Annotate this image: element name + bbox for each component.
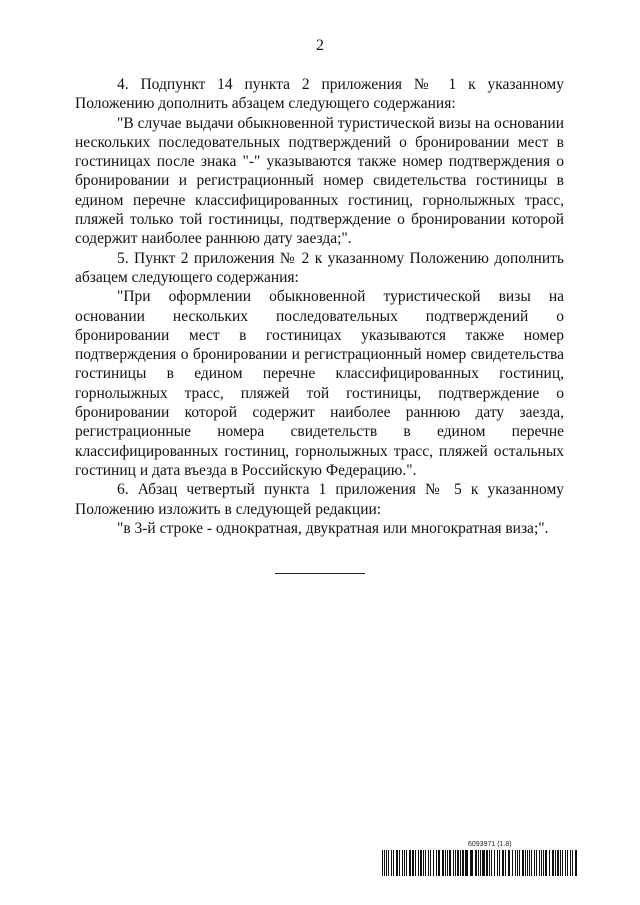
barcode-bar (515, 850, 516, 876)
barcode-bar (572, 850, 573, 876)
barcode-bar (438, 850, 440, 876)
barcode-bar (412, 850, 414, 876)
paragraph-item-4: 4. Подпункт 14 пункта 2 приложения № 1 к указанному Положению дополнить абзацем следующего содержания: (75, 76, 564, 113)
barcode-bar (508, 850, 510, 876)
barcode-bar (499, 850, 500, 876)
barcode-bar (418, 850, 419, 876)
barcode-bar (457, 850, 459, 876)
barcode-bar (529, 850, 530, 876)
barcode-bar (525, 850, 526, 876)
barcode-bar (393, 850, 394, 876)
barcode-bar (478, 850, 479, 876)
barcode-bar (470, 850, 473, 876)
barcode-bar (543, 850, 544, 876)
barcode-bar (502, 850, 504, 876)
barcode-bar (486, 850, 488, 876)
barcode-bar (396, 850, 398, 876)
barcode-bar (552, 850, 554, 876)
barcode-bar (425, 850, 426, 876)
barcode-bar (433, 850, 434, 876)
barcode-bar (482, 850, 485, 876)
barcode-bar (494, 850, 495, 876)
barcode-bar (404, 850, 405, 876)
barcode-bar (560, 850, 561, 876)
barcode-bar (565, 850, 566, 876)
end-separator-line (275, 573, 365, 574)
barcode (382, 850, 580, 876)
barcode-bar (545, 850, 547, 876)
barcode-bar (391, 850, 392, 876)
barcode-bar (399, 850, 400, 876)
barcode-bar (527, 850, 528, 876)
barcode-bar (453, 850, 454, 876)
barcode-bar (534, 850, 535, 876)
document-code: 6093971 (1.8) (468, 841, 512, 848)
barcode-bar (384, 850, 385, 876)
barcode-bar (428, 850, 429, 876)
paragraph-quote-1: "В случае выдачи обыкновенной туристической визы на основании нескольких последовательных подтверждений о бронировании мест в гостиницах после знака "-" указываются также номер подтверждения о бронировании и регистрационный номер свидетельства гостиницы в едином перечне классифицированных гостиниц, горнолыжных трасс, пляжей только той гостиницы, подтверждение о бронировании которой содержит наиболее раннюю дату заезда;". (75, 114, 564, 248)
barcode-bar (549, 850, 550, 876)
barcode-bar (541, 850, 542, 876)
barcode-bar (539, 850, 540, 876)
barcode-bar (420, 850, 422, 876)
barcode-bar (465, 850, 468, 876)
barcode-bar (505, 850, 506, 876)
barcode-bar (562, 850, 563, 876)
paragraph-quote-2: "При оформлении обыкновенной туристической визы на основании нескольких последовательных подтверждений о бронировании мест в гостиницах указываются также номер подтверждения о бронировании и регистрационный номер свидетельства гостиницы в едином перечне классифицированных гостиниц, горнолыжных трасс, пляжей той гостиницы, подтверждение о бронировании которой содержит наиболее раннюю дату заезда, регистрационные номера свидетельств в едином перечне классифицированных гостиниц, горнолыжных трасс, пляжей остальных гостиниц и дата въезда в Российскую Федерацию.". (75, 288, 564, 479)
barcode-bar (475, 850, 477, 876)
barcode-bar (557, 850, 559, 876)
barcode-bar (497, 850, 498, 876)
barcode-bar (447, 850, 448, 876)
barcode-bar (531, 850, 532, 876)
barcode-bar (480, 850, 481, 876)
barcode-bar (449, 850, 451, 876)
barcode-bar (575, 850, 577, 876)
barcode-bar (406, 850, 407, 876)
document-body (75, 75, 564, 538)
barcode-bar (555, 850, 556, 876)
barcode-bar (415, 850, 416, 876)
barcode-bar (388, 850, 389, 876)
barcode-bar (436, 850, 437, 876)
paragraph-item-6: 6. Абзац четвертый пункта 1 приложения № 5 к указанному Положению изложить в следующей редакции: (75, 481, 564, 518)
barcode-bar (382, 850, 383, 876)
barcode-bar (409, 850, 411, 876)
barcode-bar (489, 850, 490, 876)
barcode-bar (462, 850, 464, 876)
barcode-bar (460, 850, 461, 876)
barcode-bar (455, 850, 456, 876)
paragraph-quote-3: "в 3-й строке - однократная, двукратная или многократная виза;". (117, 519, 549, 537)
barcode-bar (517, 850, 518, 876)
barcode-bar (519, 850, 520, 876)
barcode-bar (491, 850, 492, 876)
barcode-bar (570, 850, 571, 876)
barcode-bar (536, 850, 537, 876)
barcode-bar (386, 850, 387, 876)
barcode-bar (402, 850, 403, 876)
paragraph-item-5: 5. Пункт 2 приложения № 2 к указанному Положению дополнить абзацем следующего содержания: (75, 249, 564, 286)
barcode-bar (442, 850, 444, 876)
barcode-bar (567, 850, 568, 876)
barcode-bar (423, 850, 424, 876)
page-number: 2 (316, 37, 324, 54)
barcode-bar (512, 850, 513, 876)
barcode-bar (522, 850, 524, 876)
barcode-bar (430, 850, 431, 876)
barcode-bar (445, 850, 446, 876)
